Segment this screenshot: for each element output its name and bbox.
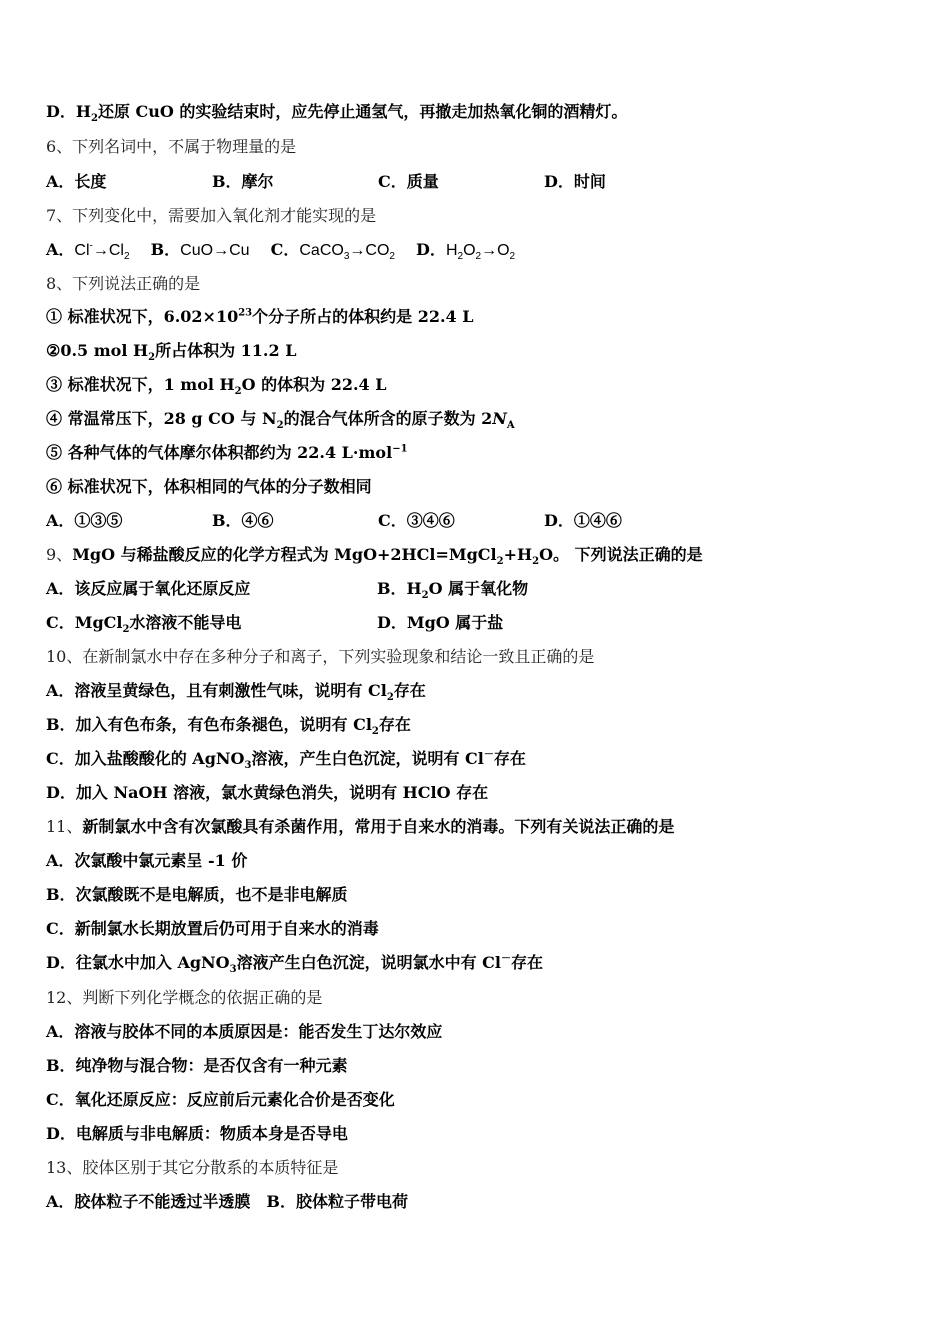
- q12-option-d: D．电解质与非电解质：物质本身是否导电: [46, 1124, 348, 1143]
- q8-statement-6: ⑥ 标准状况下，体积相同的气体的分子数相同: [46, 477, 372, 496]
- option-text: H: [75, 102, 92, 121]
- q9-option-c: [46, 613, 377, 636]
- question-number: 11、: [46, 817, 83, 836]
- subscript: 2: [386, 692, 394, 704]
- q11-option-c: C．新制氯水长期放置后仍可用于自来水的消毒: [46, 919, 379, 938]
- statement-text: ⑤ 各种气体的气体摩尔体积都约为 22.4 L·mol: [46, 443, 393, 462]
- superscript: －: [483, 749, 494, 761]
- statement-text: ④ 常温常压下，28 g CO 与 N: [46, 409, 277, 428]
- option-text: D．往氯水中加入 AgNO: [46, 953, 230, 972]
- q8-statement-3: [46, 375, 387, 398]
- formula: →Cl: [92, 242, 124, 259]
- q11-option-b: B．次氯酸既不是电解质，也不是非电解质: [46, 885, 348, 904]
- q6-option-c: C．质量: [378, 172, 439, 191]
- option-text: 存在: [493, 749, 526, 768]
- q11-option-d: [46, 953, 543, 976]
- option-text: 存在: [378, 715, 411, 734]
- subscript: 2: [496, 556, 504, 568]
- question-text: 新制氯水中含有次氯酸具有杀菌作用，常用于自来水的消毒。下列有关说法正确的是: [82, 817, 675, 836]
- subscript: 2: [276, 420, 284, 432]
- q9-option-b: [377, 579, 529, 602]
- statement-text: 的混合气体所含的原子数为 2: [283, 409, 493, 428]
- subscript: 2: [475, 251, 482, 263]
- q13-options: [46, 1192, 408, 1212]
- option-text: C．加入盐酸酸化的 AgNO: [46, 749, 245, 768]
- option-text: A．溶液呈黄绿色，且有刺激性气味，说明有 Cl: [46, 681, 387, 700]
- statement-text: 所占体积为 11.2 L: [155, 341, 297, 360]
- question-number: 9、: [46, 545, 73, 564]
- q6-option-a: A．长度: [46, 172, 107, 191]
- option-text: 存在: [510, 953, 543, 972]
- q8-option-b: B．④⑥: [212, 511, 274, 530]
- q8-statement-2: [46, 341, 297, 364]
- subscript: 2: [421, 590, 429, 602]
- option-text: 水溶液不能导电: [129, 613, 242, 632]
- subscript: 2: [389, 251, 395, 263]
- subscript: A: [506, 420, 515, 432]
- q7-stem: 7、下列变化中，需要加入氧化剂才能实现的是: [46, 206, 377, 225]
- stem-text: +H: [503, 545, 533, 564]
- option-label: A．: [46, 240, 75, 259]
- q8-option-c: C．③④⑥: [378, 511, 455, 530]
- formula: O: [463, 242, 476, 259]
- q7-option-b: CuO→Cu: [180, 242, 250, 259]
- subscript: 2: [457, 251, 464, 263]
- formula: Cl: [74, 242, 90, 259]
- subscript: 2: [122, 624, 130, 636]
- formula: →O: [481, 242, 510, 259]
- q9-option-d: D．MgO 属于盐: [377, 613, 504, 632]
- subscript: 2: [91, 113, 98, 125]
- avogadro-symbol: N: [492, 409, 507, 428]
- superscript: 23: [238, 307, 253, 319]
- q5-option-d: [46, 102, 628, 125]
- q11-stem: [46, 817, 674, 837]
- option-label: D．: [416, 240, 446, 259]
- stem-text: MgO 与稀盐酸反应的化学方程式为 MgO+2HCl=MgCl: [72, 545, 497, 564]
- question-text: [72, 545, 703, 568]
- statement-text: ③ 标准状况下，1 mol H: [46, 375, 235, 394]
- q10-option-d: D．加入 NaOH 溶液，氯水黄绿色消失，说明有 HClO 存在: [46, 783, 489, 802]
- subscript: 2: [123, 251, 130, 263]
- q7-options: [46, 240, 515, 261]
- q13-option-b: B．胶体粒子带电荷: [266, 1192, 408, 1211]
- q10-stem: 10、在新制氯水中存在多种分子和离子，下列实验现象和结论一致且正确的是: [46, 647, 595, 666]
- formula: →CO: [349, 242, 390, 259]
- option-text: O 属于氧化物: [428, 579, 529, 598]
- q6-option-d: D．时间: [544, 172, 606, 191]
- q8-stem: 8、下列说法正确的是: [46, 274, 201, 293]
- statement-text: ②0.5 mol H: [46, 341, 149, 360]
- option-text: C．MgCl: [46, 613, 123, 632]
- q9-stem: [46, 545, 703, 568]
- option-text: B．H: [377, 579, 422, 598]
- stem-text: O。 下列说法正确的是: [539, 545, 703, 564]
- q10-option-b: [46, 715, 411, 738]
- q9-option-a: A．该反应属于氧化还原反应: [46, 579, 251, 598]
- formula: CaCO: [299, 242, 344, 259]
- q12-option-c: C．氧化还原反应：反应前后元素化合价是否变化: [46, 1090, 395, 1109]
- q6-option-b: B．摩尔: [212, 172, 274, 191]
- subscript: 3: [244, 760, 252, 772]
- subscript: 2: [148, 352, 156, 364]
- subscript: 3: [343, 251, 350, 263]
- statement-text: O 的体积为 22.4 L: [241, 375, 387, 394]
- q6-options: [46, 172, 606, 192]
- subscript: 2: [371, 726, 379, 738]
- q8-statement-5: [46, 443, 408, 463]
- subscript: 3: [229, 964, 237, 976]
- q12-stem: 12、判断下列化学概念的依据正确的是: [46, 988, 323, 1007]
- option-label: C．: [270, 240, 300, 259]
- superscript: -: [89, 240, 93, 252]
- superscript: −1: [392, 443, 408, 455]
- q13-stem: 13、胶体区别于其它分散系的本质特征是: [46, 1158, 339, 1177]
- subscript: 2: [234, 386, 242, 398]
- q12-option-a: A．溶液与胶体不同的本质原因是：能否发生丁达尔效应: [46, 1022, 443, 1041]
- q8-options: [46, 511, 622, 531]
- superscript: －: [500, 953, 511, 965]
- q8-option-d: D．①④⑥: [544, 511, 622, 530]
- q8-option-a: A．①③⑤: [46, 511, 123, 530]
- statement-text: 个分子所占的体积约是 22.4 L: [252, 307, 474, 326]
- subscript: 2: [509, 251, 516, 263]
- q10-option-c: [46, 749, 526, 772]
- statement-text: ① 标准状况下，6.02×10: [46, 307, 239, 326]
- option-label: D．: [46, 102, 76, 121]
- q12-option-b: B．纯净物与混合物：是否仅含有一种元素: [46, 1056, 348, 1075]
- option-label: B．: [150, 240, 181, 259]
- q9-options-row1: [46, 579, 529, 602]
- q11-option-a: A．次氯酸中氯元素呈 -1 价: [46, 851, 248, 870]
- q7-option-c: [299, 242, 395, 263]
- option-text: 溶液产生白色沉淀，说明氯水中有 Cl: [236, 953, 501, 972]
- option-text: 溶液，产生白色沉淀，说明有 Cl: [251, 749, 484, 768]
- q10-option-a: [46, 681, 426, 704]
- q13-option-a: A．胶体粒子不能透过半透膜: [46, 1192, 251, 1211]
- q6-stem: 6、下列名词中，不属于物理量的是: [46, 137, 297, 156]
- q8-statement-4: [46, 409, 515, 432]
- formula: H: [445, 242, 458, 259]
- q9-options-row2: [46, 613, 504, 636]
- option-text: B．加入有色布条，有色布条褪色，说明有 Cl: [46, 715, 372, 734]
- subscript: 2: [532, 556, 540, 568]
- option-text: 还原 CuO 的实验结束时，应先停止通氢气，再撤走加热氧化铜的酒精灯。: [97, 102, 628, 121]
- q8-statement-1: [46, 307, 474, 327]
- option-text: 存在: [393, 681, 426, 700]
- q7-option-a: [74, 240, 130, 263]
- q7-option-d: [445, 242, 516, 263]
